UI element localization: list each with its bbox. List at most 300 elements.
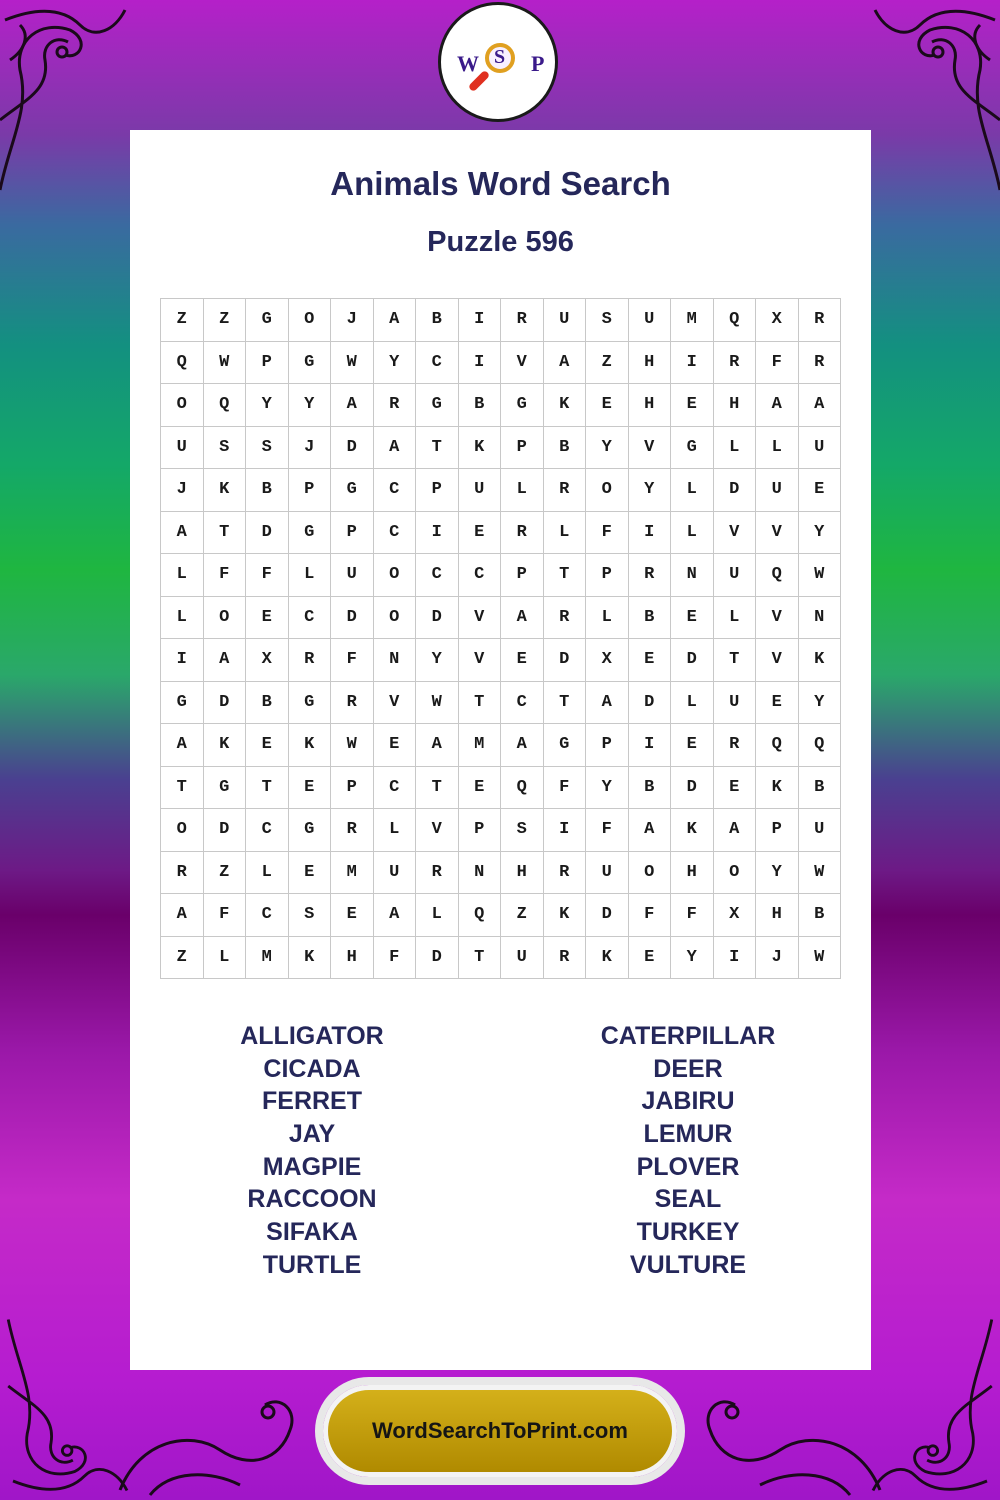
grid-cell[interactable]: U	[713, 554, 756, 597]
grid-cell[interactable]: T	[416, 426, 459, 469]
letter-grid	[160, 298, 841, 979]
grid-cell[interactable]: X	[586, 639, 629, 682]
grid-cell[interactable]: B	[798, 894, 841, 937]
grid-cell[interactable]: F	[586, 809, 629, 852]
grid-cell[interactable]: I	[458, 341, 501, 384]
grid-cell[interactable]: D	[331, 596, 374, 639]
grid-cell[interactable]: P	[756, 809, 799, 852]
grid-cell[interactable]: J	[331, 299, 374, 342]
word-list-item: DEER	[653, 1054, 723, 1083]
grid-cell[interactable]: K	[458, 426, 501, 469]
grid-cell[interactable]: A	[161, 894, 204, 937]
grid-cell[interactable]: R	[543, 596, 586, 639]
grid-cell[interactable]: Z	[203, 851, 246, 894]
grid-cell[interactable]: K	[203, 724, 246, 767]
grid-cell[interactable]: F	[331, 639, 374, 682]
grid-cell[interactable]: T	[161, 766, 204, 809]
grid-cell[interactable]: E	[671, 724, 714, 767]
grid-cell[interactable]: T	[458, 936, 501, 979]
word-list-item: JAY	[288, 1120, 336, 1149]
grid-cell[interactable]: F	[246, 554, 289, 597]
grid-cell[interactable]: U	[161, 426, 204, 469]
grid-row	[161, 639, 841, 682]
word-list-item: PLOVER	[636, 1152, 740, 1181]
grid-row	[161, 341, 841, 384]
grid-cell[interactable]: R	[501, 511, 544, 554]
grid-cell[interactable]: B	[246, 469, 289, 512]
grid-cell[interactable]: M	[458, 724, 501, 767]
grid-cell[interactable]: I	[628, 511, 671, 554]
grid-cell[interactable]: A	[203, 639, 246, 682]
grid-cell[interactable]: W	[331, 341, 374, 384]
grid-cell[interactable]: H	[331, 936, 374, 979]
grid-cell[interactable]: P	[586, 554, 629, 597]
word-list-item: CATERPILLAR	[600, 1022, 776, 1050]
grid-cell[interactable]: Q	[161, 341, 204, 384]
grid-cell[interactable]: S	[288, 894, 331, 937]
grid-cell[interactable]: H	[756, 894, 799, 937]
grid-cell[interactable]: E	[713, 766, 756, 809]
grid-cell[interactable]: D	[331, 426, 374, 469]
grid-cell[interactable]: L	[501, 469, 544, 512]
grid-cell[interactable]: L	[713, 426, 756, 469]
word-list-item: RACCOON	[247, 1185, 377, 1214]
grid-row	[161, 554, 841, 597]
grid-cell[interactable]: L	[161, 554, 204, 597]
word-list-item: TURKEY	[636, 1218, 740, 1247]
grid-cell[interactable]: U	[756, 469, 799, 512]
grid-cell[interactable]: Y	[798, 681, 841, 724]
grid-cell[interactable]: D	[203, 681, 246, 724]
word-list-item: LEMUR	[643, 1120, 733, 1149]
grid-cell[interactable]: B	[628, 596, 671, 639]
grid-cell[interactable]: L	[671, 511, 714, 554]
logo-letter: S	[494, 46, 506, 68]
grid-cell[interactable]: K	[288, 724, 331, 767]
grid-cell[interactable]: E	[756, 681, 799, 724]
grid-cell[interactable]: A	[501, 724, 544, 767]
website-link-button[interactable]: WordSearchToPrint.com	[323, 1385, 677, 1477]
grid-cell[interactable]: G	[416, 384, 459, 427]
grid-cell[interactable]: J	[161, 469, 204, 512]
grid-cell[interactable]: K	[586, 936, 629, 979]
wsp-logo[interactable]	[438, 2, 558, 122]
word-list-left	[162, 1020, 462, 1282]
puzzle-number: Puzzle 596	[427, 226, 574, 258]
grid-cell[interactable]: K	[543, 384, 586, 427]
grid-cell[interactable]: L	[713, 596, 756, 639]
grid-cell[interactable]: S	[501, 809, 544, 852]
grid-cell[interactable]: A	[586, 681, 629, 724]
grid-cell[interactable]: C	[246, 894, 289, 937]
grid-cell[interactable]: B	[798, 766, 841, 809]
grid-cell[interactable]: N	[373, 639, 416, 682]
grid-cell[interactable]: J	[756, 936, 799, 979]
grid-cell[interactable]: Q	[756, 724, 799, 767]
grid-cell[interactable]: H	[713, 384, 756, 427]
grid-cell[interactable]: O	[203, 596, 246, 639]
grid-cell[interactable]: R	[713, 341, 756, 384]
grid-cell[interactable]: A	[756, 384, 799, 427]
word-list-item: FERRET	[262, 1087, 362, 1116]
grid-cell[interactable]: P	[288, 469, 331, 512]
grid-cell[interactable]: D	[586, 894, 629, 937]
grid-cell[interactable]: X	[713, 894, 756, 937]
grid-cell[interactable]: R	[331, 681, 374, 724]
grid-cell[interactable]: B	[543, 426, 586, 469]
word-list-item: CICADA	[263, 1054, 361, 1083]
grid-cell[interactable]: L	[288, 554, 331, 597]
grid-cell[interactable]: G	[331, 469, 374, 512]
grid-row	[161, 299, 841, 342]
grid-cell[interactable]: F	[203, 894, 246, 937]
grid-cell[interactable]: P	[501, 426, 544, 469]
grid-cell[interactable]: C	[288, 596, 331, 639]
grid-cell[interactable]: R	[713, 724, 756, 767]
grid-cell[interactable]: V	[458, 639, 501, 682]
grid-cell[interactable]: G	[501, 384, 544, 427]
grid-cell[interactable]: D	[628, 681, 671, 724]
grid-cell[interactable]: E	[671, 596, 714, 639]
grid-cell[interactable]: R	[416, 851, 459, 894]
grid-cell[interactable]: C	[416, 341, 459, 384]
grid-cell[interactable]: E	[628, 936, 671, 979]
grid-cell[interactable]: R	[543, 936, 586, 979]
grid-cell[interactable]: C	[416, 554, 459, 597]
grid-cell[interactable]: V	[756, 639, 799, 682]
grid-cell[interactable]: L	[161, 596, 204, 639]
grid-cell[interactable]: H	[628, 384, 671, 427]
grid-cell[interactable]: K	[288, 936, 331, 979]
grid-cell[interactable]: G	[288, 511, 331, 554]
word-list-item: TURTLE	[262, 1250, 362, 1279]
grid-cell[interactable]: C	[458, 554, 501, 597]
grid-cell[interactable]: F	[756, 341, 799, 384]
grid-cell[interactable]: U	[798, 426, 841, 469]
grid-cell[interactable]: L	[543, 511, 586, 554]
grid-cell[interactable]: Q	[203, 384, 246, 427]
grid-cell[interactable]: K	[671, 809, 714, 852]
grid-cell[interactable]: W	[798, 554, 841, 597]
word-list-item: MAGPIE	[262, 1152, 362, 1181]
grid-cell[interactable]: O	[161, 384, 204, 427]
grid-cell[interactable]: E	[373, 724, 416, 767]
grid-cell[interactable]: V	[458, 596, 501, 639]
grid-cell[interactable]: K	[203, 469, 246, 512]
grid-cell[interactable]: W	[798, 851, 841, 894]
grid-cell[interactable]: H	[628, 341, 671, 384]
grid-cell[interactable]: D	[713, 469, 756, 512]
grid-cell[interactable]: X	[756, 299, 799, 342]
grid-cell[interactable]: P	[458, 809, 501, 852]
grid-cell[interactable]: T	[203, 511, 246, 554]
grid-cell[interactable]: E	[288, 851, 331, 894]
grid-cell[interactable]: S	[586, 299, 629, 342]
grid-cell[interactable]: G	[671, 426, 714, 469]
corner-ornament	[0, 0, 130, 200]
grid-cell[interactable]: V	[373, 681, 416, 724]
grid-cell[interactable]: V	[756, 596, 799, 639]
grid-cell[interactable]: A	[713, 809, 756, 852]
grid-cell[interactable]: Y	[288, 384, 331, 427]
word-list-item: SEAL	[654, 1185, 722, 1214]
word-list-item: SIFAKA	[266, 1218, 358, 1247]
grid-cell[interactable]: M	[246, 936, 289, 979]
grid-cell[interactable]: G	[288, 681, 331, 724]
grid-row	[161, 681, 841, 724]
grid-cell[interactable]: L	[756, 426, 799, 469]
grid-cell[interactable]: D	[203, 809, 246, 852]
word-list-right	[538, 1020, 838, 1282]
grid-cell[interactable]: U	[458, 469, 501, 512]
grid-cell[interactable]: J	[288, 426, 331, 469]
grid-cell[interactable]: G	[161, 681, 204, 724]
grid-cell[interactable]: R	[161, 851, 204, 894]
grid-cell[interactable]: P	[416, 469, 459, 512]
grid-cell[interactable]: K	[543, 894, 586, 937]
grid-cell[interactable]: E	[671, 384, 714, 427]
grid-cell[interactable]: G	[288, 809, 331, 852]
grid-cell[interactable]: Y	[246, 384, 289, 427]
grid-cell[interactable]: Y	[628, 469, 671, 512]
grid-cell[interactable]: F	[671, 894, 714, 937]
grid-cell[interactable]: R	[798, 299, 841, 342]
grid-cell[interactable]: T	[713, 639, 756, 682]
grid-cell[interactable]: B	[628, 766, 671, 809]
grid-cell[interactable]: Q	[713, 299, 756, 342]
grid-cell[interactable]: E	[288, 766, 331, 809]
grid-cell[interactable]: G	[543, 724, 586, 767]
grid-cell[interactable]: N	[671, 554, 714, 597]
grid-cell[interactable]: Q	[458, 894, 501, 937]
grid-cell[interactable]: D	[543, 639, 586, 682]
grid-cell[interactable]: Y	[416, 639, 459, 682]
grid-cell[interactable]: T	[246, 766, 289, 809]
logo-letter: P	[531, 51, 545, 76]
grid-cell[interactable]: H	[501, 851, 544, 894]
grid-cell[interactable]: X	[246, 639, 289, 682]
logo-letter: W	[457, 51, 479, 76]
grid-cell[interactable]: E	[501, 639, 544, 682]
grid-cell[interactable]: L	[416, 894, 459, 937]
grid-cell[interactable]: Z	[161, 299, 204, 342]
grid-cell[interactable]: T	[543, 681, 586, 724]
bottom-ornament	[110, 1370, 320, 1500]
grid-cell[interactable]: Q	[798, 724, 841, 767]
grid-cell[interactable]: T	[543, 554, 586, 597]
grid-row	[161, 469, 841, 512]
grid-cell[interactable]: K	[756, 766, 799, 809]
grid-cell[interactable]: H	[671, 851, 714, 894]
grid-cell[interactable]: O	[373, 554, 416, 597]
grid-row	[161, 426, 841, 469]
grid-cell[interactable]: A	[798, 384, 841, 427]
grid-cell[interactable]: E	[246, 596, 289, 639]
grid-cell[interactable]: M	[671, 299, 714, 342]
grid-cell[interactable]: V	[501, 341, 544, 384]
grid-cell[interactable]: C	[373, 766, 416, 809]
grid-cell[interactable]: S	[246, 426, 289, 469]
grid-cell[interactable]: V	[416, 809, 459, 852]
grid-cell[interactable]: A	[628, 809, 671, 852]
grid-row	[161, 894, 841, 937]
grid-cell[interactable]: Y	[586, 426, 629, 469]
grid-cell[interactable]: V	[713, 511, 756, 554]
grid-cell[interactable]: C	[501, 681, 544, 724]
grid-cell[interactable]: A	[373, 299, 416, 342]
grid-cell[interactable]: R	[543, 851, 586, 894]
word-list-item: JABIRU	[641, 1087, 735, 1116]
grid-cell[interactable]: I	[713, 936, 756, 979]
grid-cell[interactable]: C	[373, 469, 416, 512]
grid-cell[interactable]: U	[798, 809, 841, 852]
grid-cell[interactable]: Y	[798, 511, 841, 554]
grid-cell[interactable]: W	[416, 681, 459, 724]
grid-cell[interactable]: D	[416, 936, 459, 979]
grid-cell[interactable]: V	[628, 426, 671, 469]
grid-cell[interactable]: I	[543, 809, 586, 852]
grid-row	[161, 511, 841, 554]
grid-cell[interactable]: P	[331, 766, 374, 809]
grid-cell[interactable]: U	[628, 299, 671, 342]
grid-cell[interactable]: Y	[373, 341, 416, 384]
grid-cell[interactable]: I	[161, 639, 204, 682]
grid-cell[interactable]: A	[161, 724, 204, 767]
grid-cell[interactable]: R	[331, 809, 374, 852]
grid-cell[interactable]: D	[246, 511, 289, 554]
grid-cell[interactable]: Y	[671, 936, 714, 979]
grid-row	[161, 851, 841, 894]
grid-cell[interactable]: Y	[756, 851, 799, 894]
grid-cell[interactable]: E	[331, 894, 374, 937]
grid-cell[interactable]: E	[458, 766, 501, 809]
grid-cell[interactable]: L	[671, 469, 714, 512]
grid-cell[interactable]: O	[713, 851, 756, 894]
grid-cell[interactable]: B	[246, 681, 289, 724]
grid-cell[interactable]: A	[501, 596, 544, 639]
grid-cell[interactable]: L	[246, 851, 289, 894]
grid-cell[interactable]: L	[586, 596, 629, 639]
corner-ornament	[870, 0, 1000, 200]
grid-cell[interactable]: O	[373, 596, 416, 639]
grid-cell[interactable]: I	[416, 511, 459, 554]
grid-cell[interactable]: S	[203, 426, 246, 469]
grid-cell[interactable]: A	[161, 511, 204, 554]
grid-cell[interactable]: E	[458, 511, 501, 554]
grid-cell[interactable]: L	[671, 681, 714, 724]
grid-cell[interactable]: D	[416, 596, 459, 639]
grid-cell[interactable]: E	[798, 469, 841, 512]
grid-row	[161, 809, 841, 852]
grid-cell[interactable]: A	[543, 341, 586, 384]
grid-cell[interactable]: W	[331, 724, 374, 767]
grid-row	[161, 596, 841, 639]
grid-cell[interactable]: F	[586, 511, 629, 554]
grid-cell[interactable]: F	[203, 554, 246, 597]
page-title: Animals Word Search	[330, 165, 671, 202]
grid-cell[interactable]: W	[203, 341, 246, 384]
grid-cell[interactable]: U	[331, 554, 374, 597]
grid-cell[interactable]: P	[501, 554, 544, 597]
grid-cell[interactable]: D	[671, 766, 714, 809]
grid-cell[interactable]: I	[628, 724, 671, 767]
grid-cell[interactable]: F	[628, 894, 671, 937]
grid-cell[interactable]: E	[586, 384, 629, 427]
grid-cell[interactable]: O	[628, 851, 671, 894]
grid-cell[interactable]: L	[373, 809, 416, 852]
grid-cell[interactable]: T	[458, 681, 501, 724]
grid-cell[interactable]: E	[246, 724, 289, 767]
grid-cell[interactable]: Q	[501, 766, 544, 809]
grid-cell[interactable]: A	[416, 724, 459, 767]
grid-row	[161, 724, 841, 767]
grid-cell[interactable]: I	[458, 299, 501, 342]
puzzle-card	[130, 130, 871, 1370]
grid-cell[interactable]: P	[586, 724, 629, 767]
grid-cell[interactable]: B	[458, 384, 501, 427]
grid-cell[interactable]: T	[416, 766, 459, 809]
grid-cell[interactable]: U	[501, 936, 544, 979]
grid-cell[interactable]: P	[246, 341, 289, 384]
grid-cell[interactable]: Q	[756, 554, 799, 597]
grid-cell[interactable]: O	[161, 809, 204, 852]
grid-cell[interactable]: W	[798, 936, 841, 979]
grid-cell[interactable]: F	[543, 766, 586, 809]
grid-cell[interactable]: R	[798, 341, 841, 384]
grid-cell[interactable]: E	[628, 639, 671, 682]
grid-cell[interactable]: G	[246, 299, 289, 342]
grid-cell[interactable]: N	[798, 596, 841, 639]
grid-cell[interactable]: V	[756, 511, 799, 554]
grid-cell[interactable]: K	[798, 639, 841, 682]
grid-cell[interactable]: I	[671, 341, 714, 384]
word-list-item: ALLIGATOR	[240, 1022, 384, 1050]
grid-cell[interactable]: D	[671, 639, 714, 682]
bottom-ornament	[680, 1370, 890, 1500]
grid-cell[interactable]: Z	[161, 936, 204, 979]
grid-cell[interactable]: F	[373, 936, 416, 979]
grid-cell[interactable]: U	[373, 851, 416, 894]
grid-cell[interactable]: R	[373, 384, 416, 427]
grid-cell[interactable]: C	[373, 511, 416, 554]
grid-cell[interactable]: O	[586, 469, 629, 512]
grid-cell[interactable]: O	[288, 299, 331, 342]
grid-row	[161, 384, 841, 427]
grid-cell[interactable]: B	[416, 299, 459, 342]
grid-cell[interactable]: A	[373, 426, 416, 469]
grid-cell[interactable]: U	[586, 851, 629, 894]
grid-cell[interactable]: G	[288, 341, 331, 384]
grid-cell[interactable]: A	[331, 384, 374, 427]
grid-cell[interactable]: R	[543, 469, 586, 512]
grid-cell[interactable]: Y	[586, 766, 629, 809]
grid-cell[interactable]: R	[628, 554, 671, 597]
grid-cell[interactable]: C	[246, 809, 289, 852]
grid-cell[interactable]: U	[543, 299, 586, 342]
grid-cell[interactable]: L	[203, 936, 246, 979]
grid-cell[interactable]: Z	[203, 299, 246, 342]
grid-cell[interactable]: R	[288, 639, 331, 682]
grid-cell[interactable]: U	[713, 681, 756, 724]
grid-cell[interactable]: R	[501, 299, 544, 342]
grid-cell[interactable]: P	[331, 511, 374, 554]
grid-cell[interactable]: G	[203, 766, 246, 809]
grid-cell[interactable]: Z	[501, 894, 544, 937]
grid-cell[interactable]: A	[373, 894, 416, 937]
grid-cell[interactable]: M	[331, 851, 374, 894]
grid-cell[interactable]: N	[458, 851, 501, 894]
grid-cell[interactable]: Z	[586, 341, 629, 384]
